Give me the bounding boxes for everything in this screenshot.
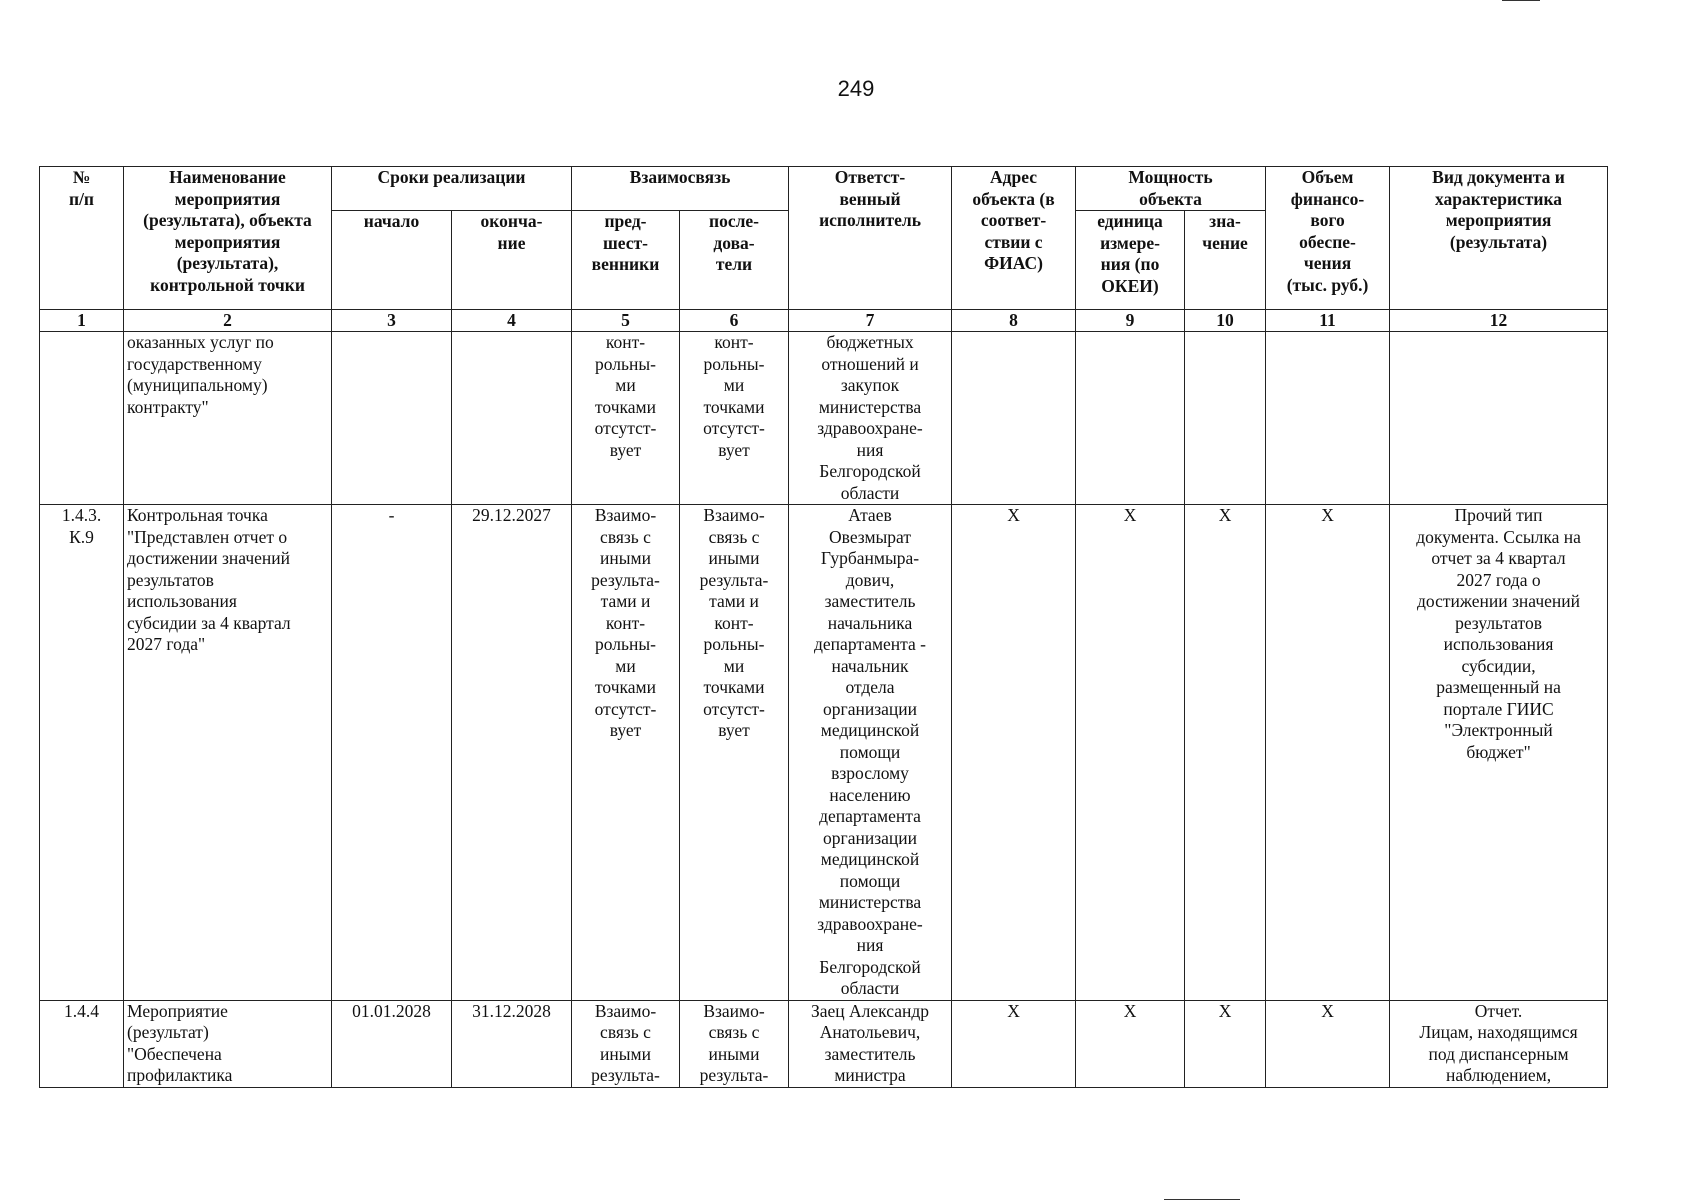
row-predecessors: Взаимо- связь с иными результа- bbox=[572, 1000, 680, 1087]
header-start: начало bbox=[332, 211, 452, 310]
row-number: 1.4.4 bbox=[40, 1000, 124, 1087]
row-name: Контрольная точка "Представлен отчет о достижении значений результатов использования субсидии за 4 квартал 2027 года" bbox=[124, 505, 332, 1001]
row-document bbox=[1390, 332, 1608, 505]
header-end: оконча- ние bbox=[452, 211, 572, 310]
row-document: Отчет. Лицам, находящимся под диспансерным наблюдением, bbox=[1390, 1000, 1608, 1087]
row-address bbox=[952, 332, 1076, 505]
row-unit: X bbox=[1076, 1000, 1185, 1087]
column-number: 10 bbox=[1185, 310, 1266, 332]
row-address: X bbox=[952, 1000, 1076, 1087]
column-number: 12 bbox=[1390, 310, 1608, 332]
row-successors: Взаимо- связь с иными результа- bbox=[680, 1000, 789, 1087]
column-number: 1 bbox=[40, 310, 124, 332]
row-name: оказанных услуг по государственному (муниципальному) контракту" bbox=[124, 332, 332, 505]
column-number: 11 bbox=[1266, 310, 1390, 332]
header-terms: Сроки реализации bbox=[332, 167, 572, 211]
header-link: Взаимосвязь bbox=[572, 167, 789, 211]
table-row bbox=[40, 505, 1608, 1001]
header-num: № п/п bbox=[40, 167, 124, 310]
header-value: зна- чение bbox=[1185, 211, 1266, 310]
page-number: 249 bbox=[837, 76, 875, 101]
column-number: 8 bbox=[952, 310, 1076, 332]
row-value bbox=[1185, 332, 1266, 505]
row-number bbox=[40, 332, 124, 505]
row-successors: Взаимо- связь с иными результа- тами и конт- рольны- ми точками отсутст- вует bbox=[680, 505, 789, 1001]
row-document: Прочий тип документа. Ссылка на отчет за 4 квартал 2027 года о достижении значений результатов использования субсидии, размещенный на портале ГИИС "Электронный бюджет" bbox=[1390, 505, 1608, 1001]
row-finance: X bbox=[1266, 1000, 1390, 1087]
row-end bbox=[452, 332, 572, 505]
row-end: 29.12.2027 bbox=[452, 505, 572, 1001]
header-responsible: Ответст- венный исполнитель bbox=[789, 167, 952, 310]
column-number-row bbox=[40, 310, 1608, 332]
row-finance: X bbox=[1266, 505, 1390, 1001]
header-unit: единица измере- ния (по ОКЕИ) bbox=[1076, 211, 1185, 310]
header-prev: пред- шест- венники bbox=[572, 211, 680, 310]
header-power: Мощность объекта bbox=[1076, 167, 1266, 211]
row-address: X bbox=[952, 505, 1076, 1001]
column-number: 5 bbox=[572, 310, 680, 332]
row-start bbox=[332, 332, 452, 505]
header-row-1 bbox=[40, 167, 1608, 211]
row-predecessors: конт- рольны- ми точками отсутст- вует bbox=[572, 332, 680, 505]
row-value: X bbox=[1185, 505, 1266, 1001]
column-number: 9 bbox=[1076, 310, 1185, 332]
schedule-table bbox=[39, 166, 1608, 1088]
row-start: - bbox=[332, 505, 452, 1001]
column-number: 7 bbox=[789, 310, 952, 332]
row-predecessors: Взаимо- связь с иными результа- тами и конт- рольны- ми точками отсутст- вует bbox=[572, 505, 680, 1001]
row-value: X bbox=[1185, 1000, 1266, 1087]
row-start: 01.01.2028 bbox=[332, 1000, 452, 1087]
column-number: 4 bbox=[452, 310, 572, 332]
table-row bbox=[40, 1000, 1608, 1087]
row-successors: конт- рольны- ми точками отсутст- вует bbox=[680, 332, 789, 505]
top-edge-line bbox=[1502, 0, 1540, 1]
header-document: Вид документа и характеристика мероприятия (результата) bbox=[1390, 167, 1608, 310]
row-responsible: Заец Александр Анатольевич, заместитель министра bbox=[789, 1000, 952, 1087]
row-number: 1.4.3. К.9 bbox=[40, 505, 124, 1001]
row-finance bbox=[1266, 332, 1390, 505]
row-unit: X bbox=[1076, 505, 1185, 1001]
column-number: 6 bbox=[680, 310, 789, 332]
header-finance: Объем финансо- вого обеспе- чения (тыс. руб.) bbox=[1266, 167, 1390, 310]
row-responsible: бюджетных отношений и закупок министерства здравоохране- ния Белгородской области bbox=[789, 332, 952, 505]
row-responsible: Атаев Овезмырат Гурбанмыра- дович, заместитель начальника департамента - начальник отдела организации медицинской помощи взрослому населению департамента организации медицинской помощи министерства здравоохране- ния Белгородской области bbox=[789, 505, 952, 1001]
header-next: после- дова- тели bbox=[680, 211, 789, 310]
header-address: Адрес объекта (в соответ- ствии с ФИАС) bbox=[952, 167, 1076, 310]
row-unit bbox=[1076, 332, 1185, 505]
table-row bbox=[40, 332, 1608, 505]
row-name: Мероприятие (результат) "Обеспечена профилактика bbox=[124, 1000, 332, 1087]
header-name: Наименование мероприятия (результата), объекта мероприятия (результата), контрольной точки bbox=[124, 167, 332, 310]
row-end: 31.12.2028 bbox=[452, 1000, 572, 1087]
column-number: 3 bbox=[332, 310, 452, 332]
column-number: 2 bbox=[124, 310, 332, 332]
